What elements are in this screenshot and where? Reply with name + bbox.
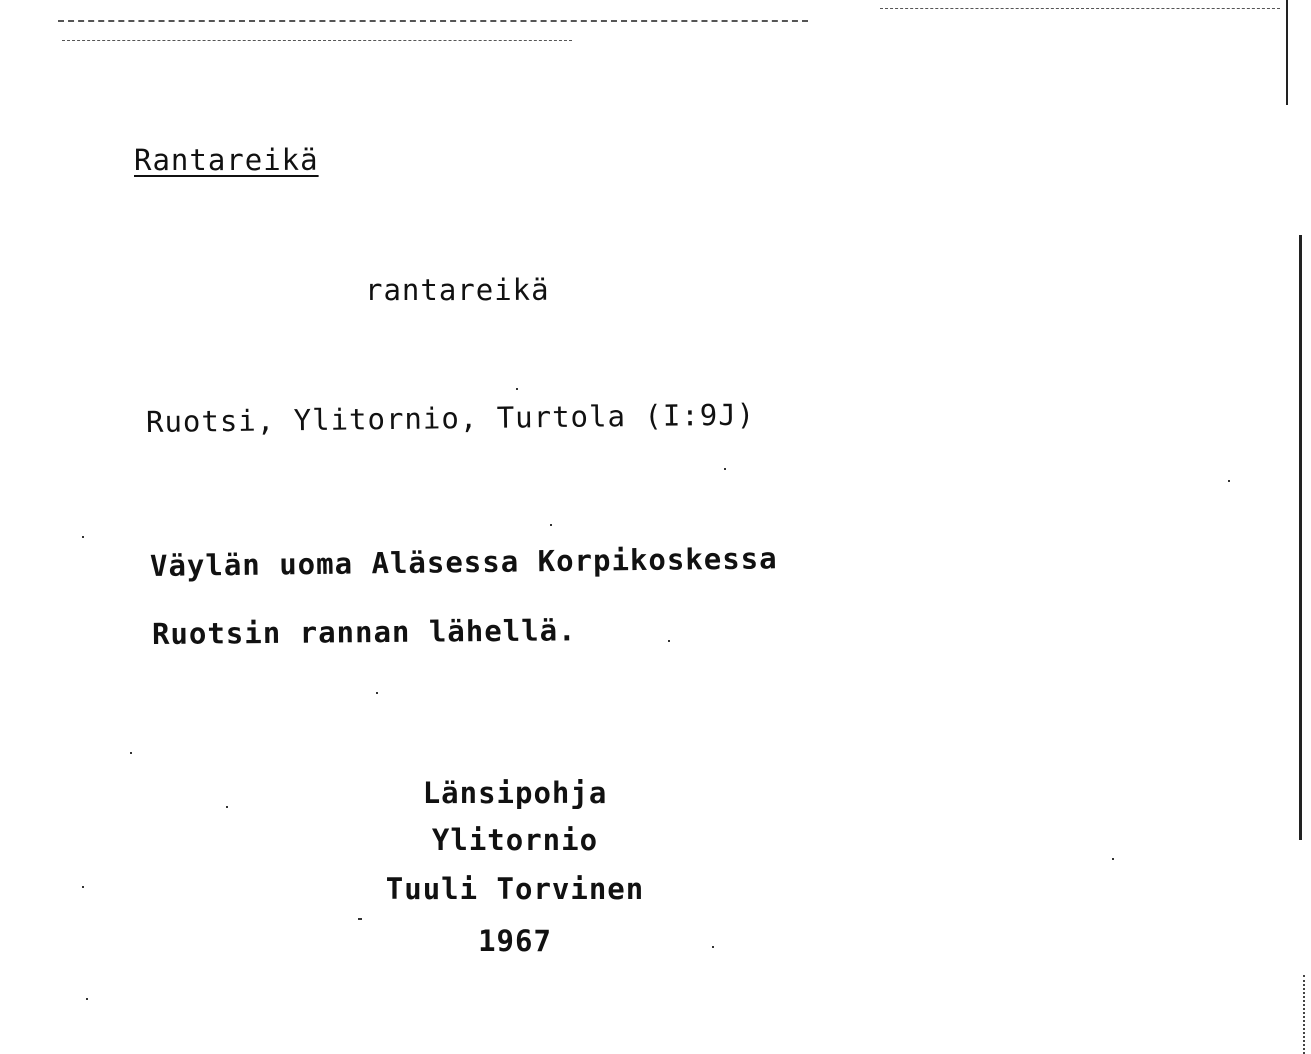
scan-speck bbox=[516, 388, 518, 390]
description-line: Ruotsin rannan lähellä. bbox=[151, 613, 577, 651]
scan-speck bbox=[1228, 480, 1230, 482]
source-year: 1967 bbox=[478, 924, 552, 958]
source-collector: Tuuli Torvinen bbox=[385, 872, 645, 906]
scan-artifact-right-edge bbox=[1299, 235, 1302, 840]
scan-speck bbox=[724, 468, 726, 470]
scan-artifact-top-line bbox=[62, 40, 572, 41]
card-heading: Rantareikä bbox=[134, 143, 319, 177]
scan-artifact-right-edge bbox=[1286, 0, 1288, 105]
source-parish: Ylitornio bbox=[431, 823, 599, 857]
scan-speck bbox=[130, 752, 132, 754]
scan-speck bbox=[86, 998, 88, 1000]
scan-artifact-top-line bbox=[880, 8, 1280, 9]
headword: rantareikä bbox=[365, 273, 550, 307]
scan-speck bbox=[82, 536, 84, 538]
scan-speck bbox=[668, 640, 670, 642]
description-line: Väylän uoma Aläsessa Korpikoskessa bbox=[149, 541, 778, 583]
scan-artifact-right-edge bbox=[1303, 975, 1305, 1054]
source-region: Länsipohja bbox=[422, 776, 608, 810]
place-location: Ruotsi, Ylitornio, Turtola (I:9J) bbox=[145, 397, 756, 439]
scan-artifact-top-line bbox=[58, 20, 808, 22]
scan-speck bbox=[376, 692, 378, 694]
scan-speck bbox=[550, 524, 552, 526]
scan-speck bbox=[1112, 858, 1114, 860]
scan-speck bbox=[358, 918, 362, 920]
